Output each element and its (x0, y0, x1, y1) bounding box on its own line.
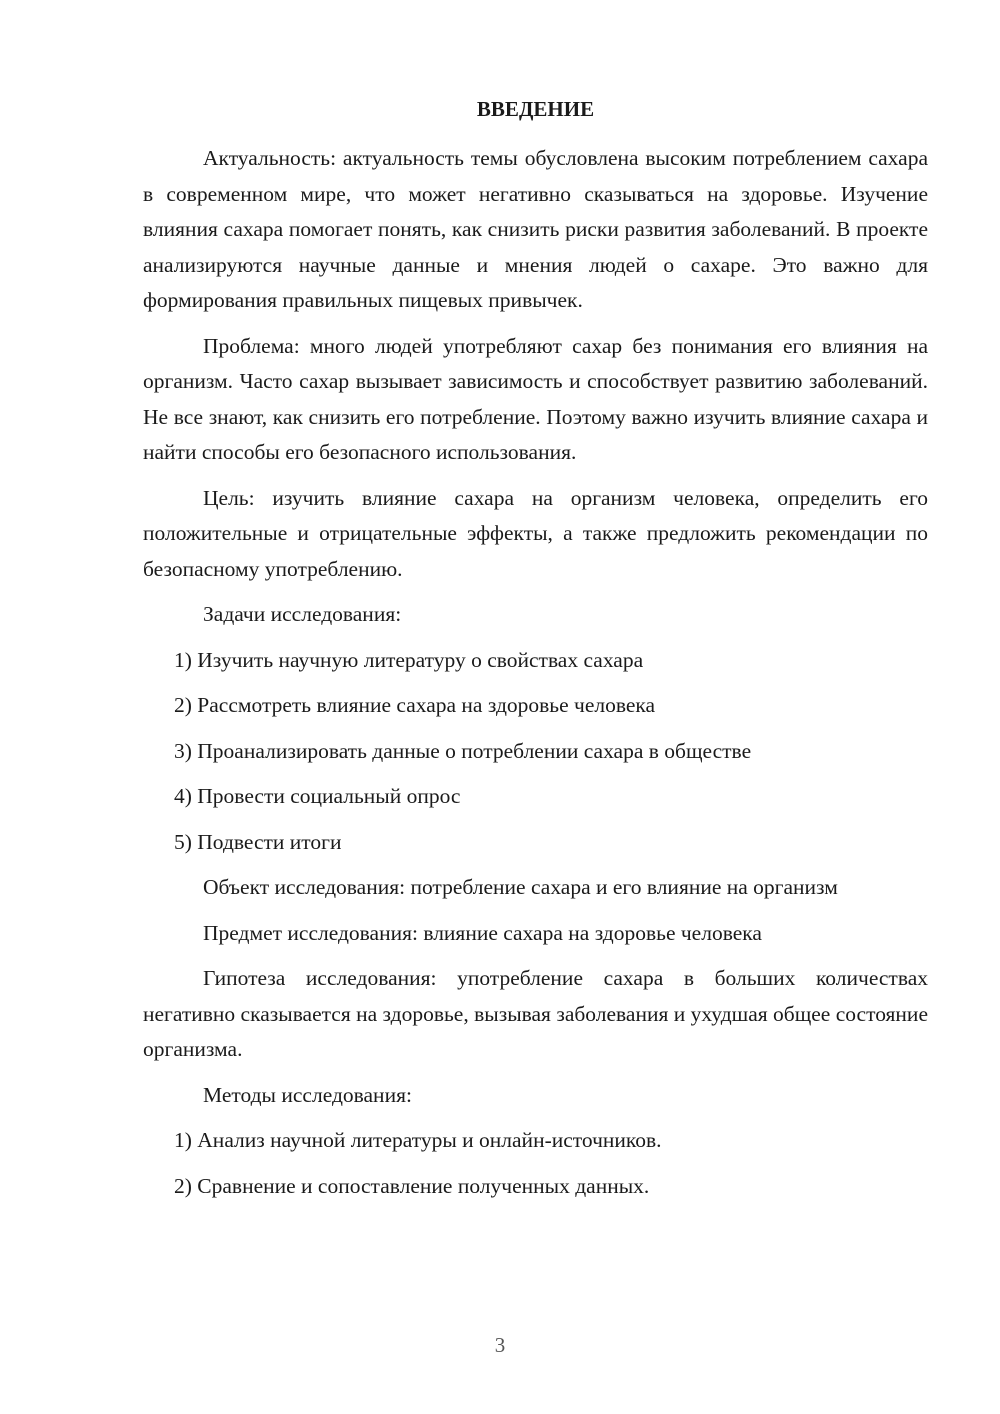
task-item: 3) Проанализировать данные о потреблении сахара в обществе (174, 738, 752, 763)
subject-paragraph: Предмет исследования: влияние сахара на здоровье человека (203, 920, 762, 945)
document-page (143, 92, 928, 1214)
section-title: ВВЕДЕНИЕ (476, 97, 595, 121)
problem-paragraph: Проблема: много людей употребляют сахар без понимания его влияния на организм. Часто сахар вызывает зависимость и способствует развитию заболеваний. Не все знают, как снизить его потребление. Поэтому важно изучить влияние сахара и найти способы его безопасного использования. (143, 333, 928, 464)
methods-list (143, 1123, 928, 1204)
tasks-heading: Задачи исследования: (203, 602, 402, 626)
goal-paragraph: Цель: изучить влияние сахара на организм человека, определить его положительные и отрицательные эффекты, а также предложить рекомендации по безопасному употреблению. (143, 485, 928, 581)
task-item: 4) Провести социальный опрос (174, 784, 461, 808)
hypothesis-paragraph: Гипотеза исследования: употребление сахара в больших количествах негативно сказывается на здоровье, вызывая заболевания и ухудшая общее состояние организма. (143, 966, 928, 1061)
method-item: 2) Сравнение и сопоставление полученных данных. (174, 1173, 650, 1198)
tasks-list (143, 643, 928, 861)
methods-heading: Методы исследования: (203, 1082, 412, 1107)
task-item: 1) Изучить научную литературу о свойствах сахара (174, 647, 644, 672)
task-item: 2) Рассмотреть влияние сахара на здоровье человека (174, 693, 656, 717)
object-paragraph: Объект исследования: потребление сахара и его влияние на организм (203, 875, 838, 899)
relevance-paragraph: Актуальность: актуальность темы обусловлена высоким потреблением сахара в современном мире, что может негативно сказываться на здоровье. Изучение влияния сахара помогает понять, как снизить риски развития заболеваний. В проекте анализируются научные данные и мнения людей о сахаре. Это важно для формирования правильных пищевых привычек. (143, 146, 928, 312)
page-number: 3 (494, 1333, 506, 1357)
method-item: 1) Анализ научной литературы и онлайн-источников. (174, 1128, 662, 1152)
task-item: 5) Подвести итоги (174, 829, 342, 854)
